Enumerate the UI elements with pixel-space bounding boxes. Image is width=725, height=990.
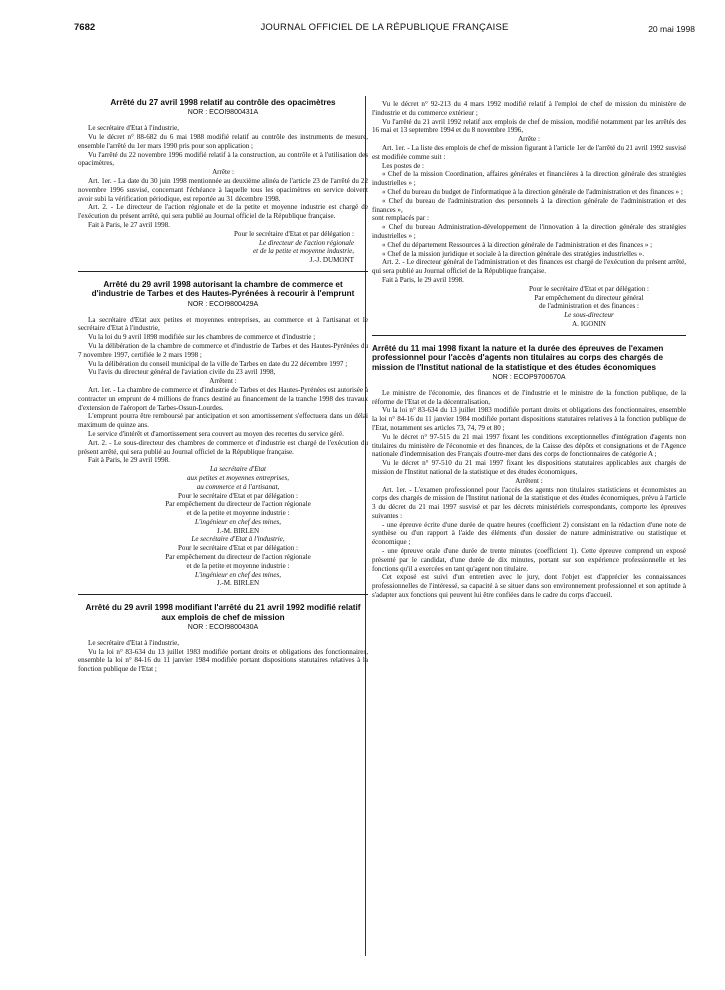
paragraph: Vu le décret n° 97-510 du 21 mai 1997 fixant les dispositions statutaires applicables aux chargés de mission de l'Institut national de la statistique et des études économiques,	[372, 459, 686, 476]
paragraph: L'emprunt pourra être remboursé par anticipation et son amortissement s'effectuera dans un délai maximum de quinze ans.	[78, 412, 368, 430]
arrete-chef-mission	[78, 603, 368, 674]
signature-line: Le secrétaire d'Etat à l'industrie,	[191, 535, 285, 544]
signatory-name: J.-M. BIRLEN	[216, 526, 260, 535]
arrete-title: Arrêté du 11 mai 1998 fixant la nature et la durée des épreuves de l'examen professionnel pour l'accès d'agents non titulaires au corps des chargés de mission de l'Institut national de la statistique et des études économiques	[372, 343, 664, 372]
list-item: « Chef de la mission juridique et sociale à la direction générale des stratégies industrielles ».	[382, 249, 644, 258]
page-number: 7682	[74, 22, 96, 33]
signature-line: Pour le secrétaire d'Etat et par délégation :	[233, 229, 354, 238]
arrete-label: Arrête :	[212, 168, 234, 177]
fait-a-paris: Fait à Paris, le 29 avril 1998.	[382, 275, 464, 284]
nor-reference: NOR : ECOI9800431A	[187, 109, 259, 117]
paragraph: Vu la loi n° 83-634 du 13 juillet 1983 modifiée portant droits et obligations des fonctionnaires, ensemble la loi n° 84-16 du 11 janvier 1984 modifiée portant dispositions statutaires relatives à la fonction publique de l'Etat ;	[78, 647, 368, 674]
list-item: Les postes de :	[382, 161, 424, 170]
arrete-title: Arrêté du 29 avril 1998 autorisant la chambre de commerce et d'industrie de Tarbes et des Hautes-Pyrénées à recourir à l'emprunt	[91, 279, 355, 299]
paragraph: Le ministre de l'économie, des finances et de l'industrie et le ministre de la fonction publique, de la réforme de l'Etat et de la décentralisation,	[372, 388, 686, 406]
list-item: « Chef du bureau du budget de l'informatique à la direction générale de l'administration et des finances » ;	[382, 187, 683, 196]
article-1: Art. 1er. - La date du 30 juin 1998 mentionnée au deuxième alinéa de l'article 23 de l'arrêté du 22 novembre 1996 susvisé, concernant l'échéance à laquelle tous les opacimètres en service doivent avoir subi la vérification périodique, est reportée au 31 décembre 1998.	[78, 176, 368, 203]
arrete-insee-examen	[372, 344, 686, 600]
signatory-name: J.-J. DUMONT	[309, 256, 354, 265]
page-header	[74, 22, 695, 38]
arrete-title: Arrêté du 29 avril 1998 modifiant l'arrêté du 21 avril 1992 modifié relatif aux emplois de chef de mission	[85, 603, 361, 622]
signature-line: L'ingénieur en chef des mines,	[194, 570, 282, 579]
paragraph: Le secrétaire d'Etat à l'industrie,	[88, 124, 179, 133]
paragraph: Le secrétaire d'Etat à l'industrie,	[88, 638, 179, 647]
signature-line: et de la petite et moyenne industrie :	[186, 561, 290, 570]
list-item: sont remplacés par :	[372, 214, 429, 223]
paragraph: Vu le décret n° 92-213 du 4 mars 1992 modifié relatif à l'emploi de chef de mission du ministère de l'industrie et du commerce extérieur ;	[372, 100, 686, 117]
signature-block	[78, 230, 368, 265]
signature-line: au commerce et à l'artisanat,	[196, 482, 280, 491]
signature-line: Pour le secrétaire d'Etat et par délégation :	[528, 284, 650, 293]
paragraph: Vu le décret n° 88-682 du 6 mai 1988 modifié relatif au contrôle des instruments de mesure, ensemble l'arrêté du 1er mars 1990 pris pour son application ;	[78, 133, 368, 150]
fait-a-paris: Fait à Paris, le 27 avril 1998.	[88, 220, 170, 229]
signature-line: L'ingénieur en chef des mines,	[194, 517, 282, 526]
left-column	[78, 98, 368, 680]
list-item: « Chef du bureau de l'administration des personnels à la direction générale de l'administration et des finances »,	[372, 196, 686, 214]
section-divider	[78, 271, 368, 272]
signature-line: et de la petite et moyenne industrie :	[186, 509, 290, 518]
arrete-label: Arrête :	[518, 135, 540, 144]
paragraph: Vu le décret n° 97-515 du 21 mai 1997 fixant les conditions exceptionnelles d'intégration d'agents non titulaires du ministère de l'économie et des finances, de la Caisse des dépôts et consignations et de l'Agence nationale d'indemnisation des Français d'outre-mer dans des corps de fonctionnaires de catégorie A ;	[372, 432, 686, 459]
signature-line: Le directeur de l'action régionale	[258, 238, 354, 247]
signature-block	[372, 285, 686, 329]
signature-line: et de la petite et moyenne industrie,	[252, 247, 354, 256]
arrete-opacimetres	[78, 98, 368, 265]
paragraph: Cet exposé est suivi d'un entretien avec le jury, dont l'objet est d'apprécier les connaissances professionnelles de l'intéressé, sa capacité à se situer dans son environnement professionnel et son aptitude à s'adapter aux fonctions qui peuvent lui être confiées dans le cadre du corps d'accueil.	[372, 573, 686, 600]
signature-line: de l'administration et des finances :	[539, 302, 639, 311]
article-2: Art. 2. - Le directeur de l'action régionale et de la petite et moyenne industrie est chargé de l'exécution du présent arrêté, qui sera publié au Journal officiel de la République française.	[78, 203, 368, 221]
arrete-tarbes	[78, 280, 368, 588]
article-1: Art. 1er. - La chambre de commerce et d'industrie de Tarbes et des Hautes-Pyrénées est autorisée à contracter un emprunt de 4 millions de francs destiné au financement de la tranche 1998 des travaux d'extension de l'aéroport de Tarbes-Ossun-Lourdes.	[78, 385, 368, 412]
bullet-item: - une épreuve écrite d'une durée de quatre heures (coefficient 2) consistant en la rédaction d'une note de synthèse ou d'un rapport à l'aide des éléments d'un dossier de nature administrative ou statistique et économique ;	[372, 520, 686, 547]
nor-reference: NOR : ECOI9800430A	[187, 624, 259, 632]
nor-reference: NOR : ECOI9800429A	[187, 300, 259, 308]
list-item: « Chef de la mission Coordination, affaires générales et financières à la direction générale des stratégies industrielles » ;	[372, 170, 686, 188]
signature-line: aux petites et moyennes entreprises,	[187, 473, 289, 482]
arrete-title: Arrêté du 27 avril 1998 relatif au contrôle des opacimètres	[110, 98, 336, 107]
paragraph: Vu la délibération du conseil municipal de la ville de Tarbes en date du 22 décembre 1997 ;	[88, 359, 348, 368]
list-item: « Chef du département Ressources à la direction générale de l'administration et des finances » ;	[382, 240, 653, 249]
nor-reference: NOR : ECOP9700670A	[492, 373, 566, 381]
article-1: Art. 1er. - L'examen professionnel pour l'accès des agents non titulaires statisticiens et économistes au corps des chargés de mission de l'Institut national de la statistique et des études économiques, prévu à l'article 3 du décret du 21 mai 1997 susvisé et par les décrets ministériels correspondants, comporte les épreuves suivantes :	[372, 485, 686, 520]
article-1: Art. 1er. - La liste des emplois de chef de mission figurant à l'article 1er de l'arrêté du 21 avril 1992 susvisé est modifiée comme suit :	[372, 143, 686, 161]
signature-line: Pour le secrétaire d'Etat et par délégation :	[177, 544, 299, 553]
paragraph: Le service d'intérêt et d'amortissement sera couvert au moyen des recettes du service géré.	[88, 429, 344, 438]
paragraph: La secrétaire d'Etat aux petites et moyennes entreprises, au commerce et à l'artisanat et le secrétaire d'Etat à l'industrie,	[78, 315, 368, 333]
paragraph: Vu la délibération de la chambre de commerce et d'industrie de Tarbes et des Hautes-Pyrénées du 7 novembre 1997, certifiée le 2 mars 1998 ;	[78, 341, 368, 359]
section-divider	[372, 335, 686, 336]
arrete-chef-mission-continued	[372, 100, 686, 329]
list-item: « Chef du bureau Administration-développement de l'innovation à la direction générale des stratégies industrielles » ;	[372, 223, 686, 240]
right-column	[372, 100, 686, 606]
paragraph: Vu la loi du 9 avril 1898 modifiée sur les chambres de commerce et d'industrie ;	[88, 333, 316, 342]
journal-title: JOURNAL OFFICIEL DE LA RÉPUBLIQUE FRANÇAISE	[260, 22, 509, 33]
section-divider	[78, 594, 368, 595]
signature-line: Pour le secrétaire d'Etat et par délégation :	[177, 491, 299, 500]
signature-line: Par empêchement du directeur de l'action régionale	[165, 500, 311, 509]
signatory-name: A. IGONIN	[572, 319, 606, 328]
article-2: Art. 2. - Le sous-directeur des chambres de commerce et d'industrie est chargé de l'exécution du présent arrêté, qui sera publié au Journal officiel de la République française.	[78, 438, 368, 456]
article-2: Art. 2. - Le directeur général de l'administration et des finances est chargé de l'exécution du présent arrêté, qui sera publié au Journal officiel de la République française.	[372, 258, 686, 276]
bullet-item: - une épreuve orale d'une durée de trente minutes (coefficient 1). Cette épreuve comprend un exposé présenté par le candidat, d'une durée de dix minutes, portant sur son expérience professionnelle et les fonctions qu'il a exercées en tant qu'agent non titulaire.	[372, 547, 686, 573]
signature-line: La secrétaire d'Etat	[209, 465, 267, 474]
paragraph: Vu l'arrêté du 22 novembre 1996 modifié relatif à la construction, au contrôle et à l'utilisation des opacimètres,	[78, 150, 368, 168]
paragraph: Vu la loi n° 83-634 du 13 juillet 1983 modifiée portant droits et obligations des fonctionnaires, ensemble la loi n° 84-16 du 11 janvier 1984 modifiée portant dispositions statutaires relatives à la fonction publique de l'Etat, notamment ses articles 73, 74, 79 et 80 ;	[372, 406, 686, 432]
arretent-label: Arrêtent :	[515, 476, 543, 485]
signature-line: Par empêchement du directeur général	[534, 293, 644, 302]
issue-date: 20 mai 1998	[648, 24, 695, 34]
paragraph: Vu l'avis du directeur général de l'aviation civile du 23 avril 1998,	[88, 368, 276, 377]
paragraph: Vu l'arrêté du 21 avril 1992 relatif aux emplois de chef de mission, modifié notamment par les arrêtés des 16 mai et 13 septembre 1994 et du 8 novembre 1996,	[372, 117, 686, 135]
signature-block	[78, 465, 368, 588]
signature-line: Le sous-directeur	[564, 311, 614, 320]
signature-line: Par empêchement du directeur de l'action régionale	[165, 553, 311, 562]
fait-a-paris: Fait à Paris, le 29 avril 1998.	[88, 456, 170, 465]
arretent-label: Arrêtent :	[209, 377, 237, 386]
signatory-name: J.-M. BIRLEN	[216, 579, 260, 588]
